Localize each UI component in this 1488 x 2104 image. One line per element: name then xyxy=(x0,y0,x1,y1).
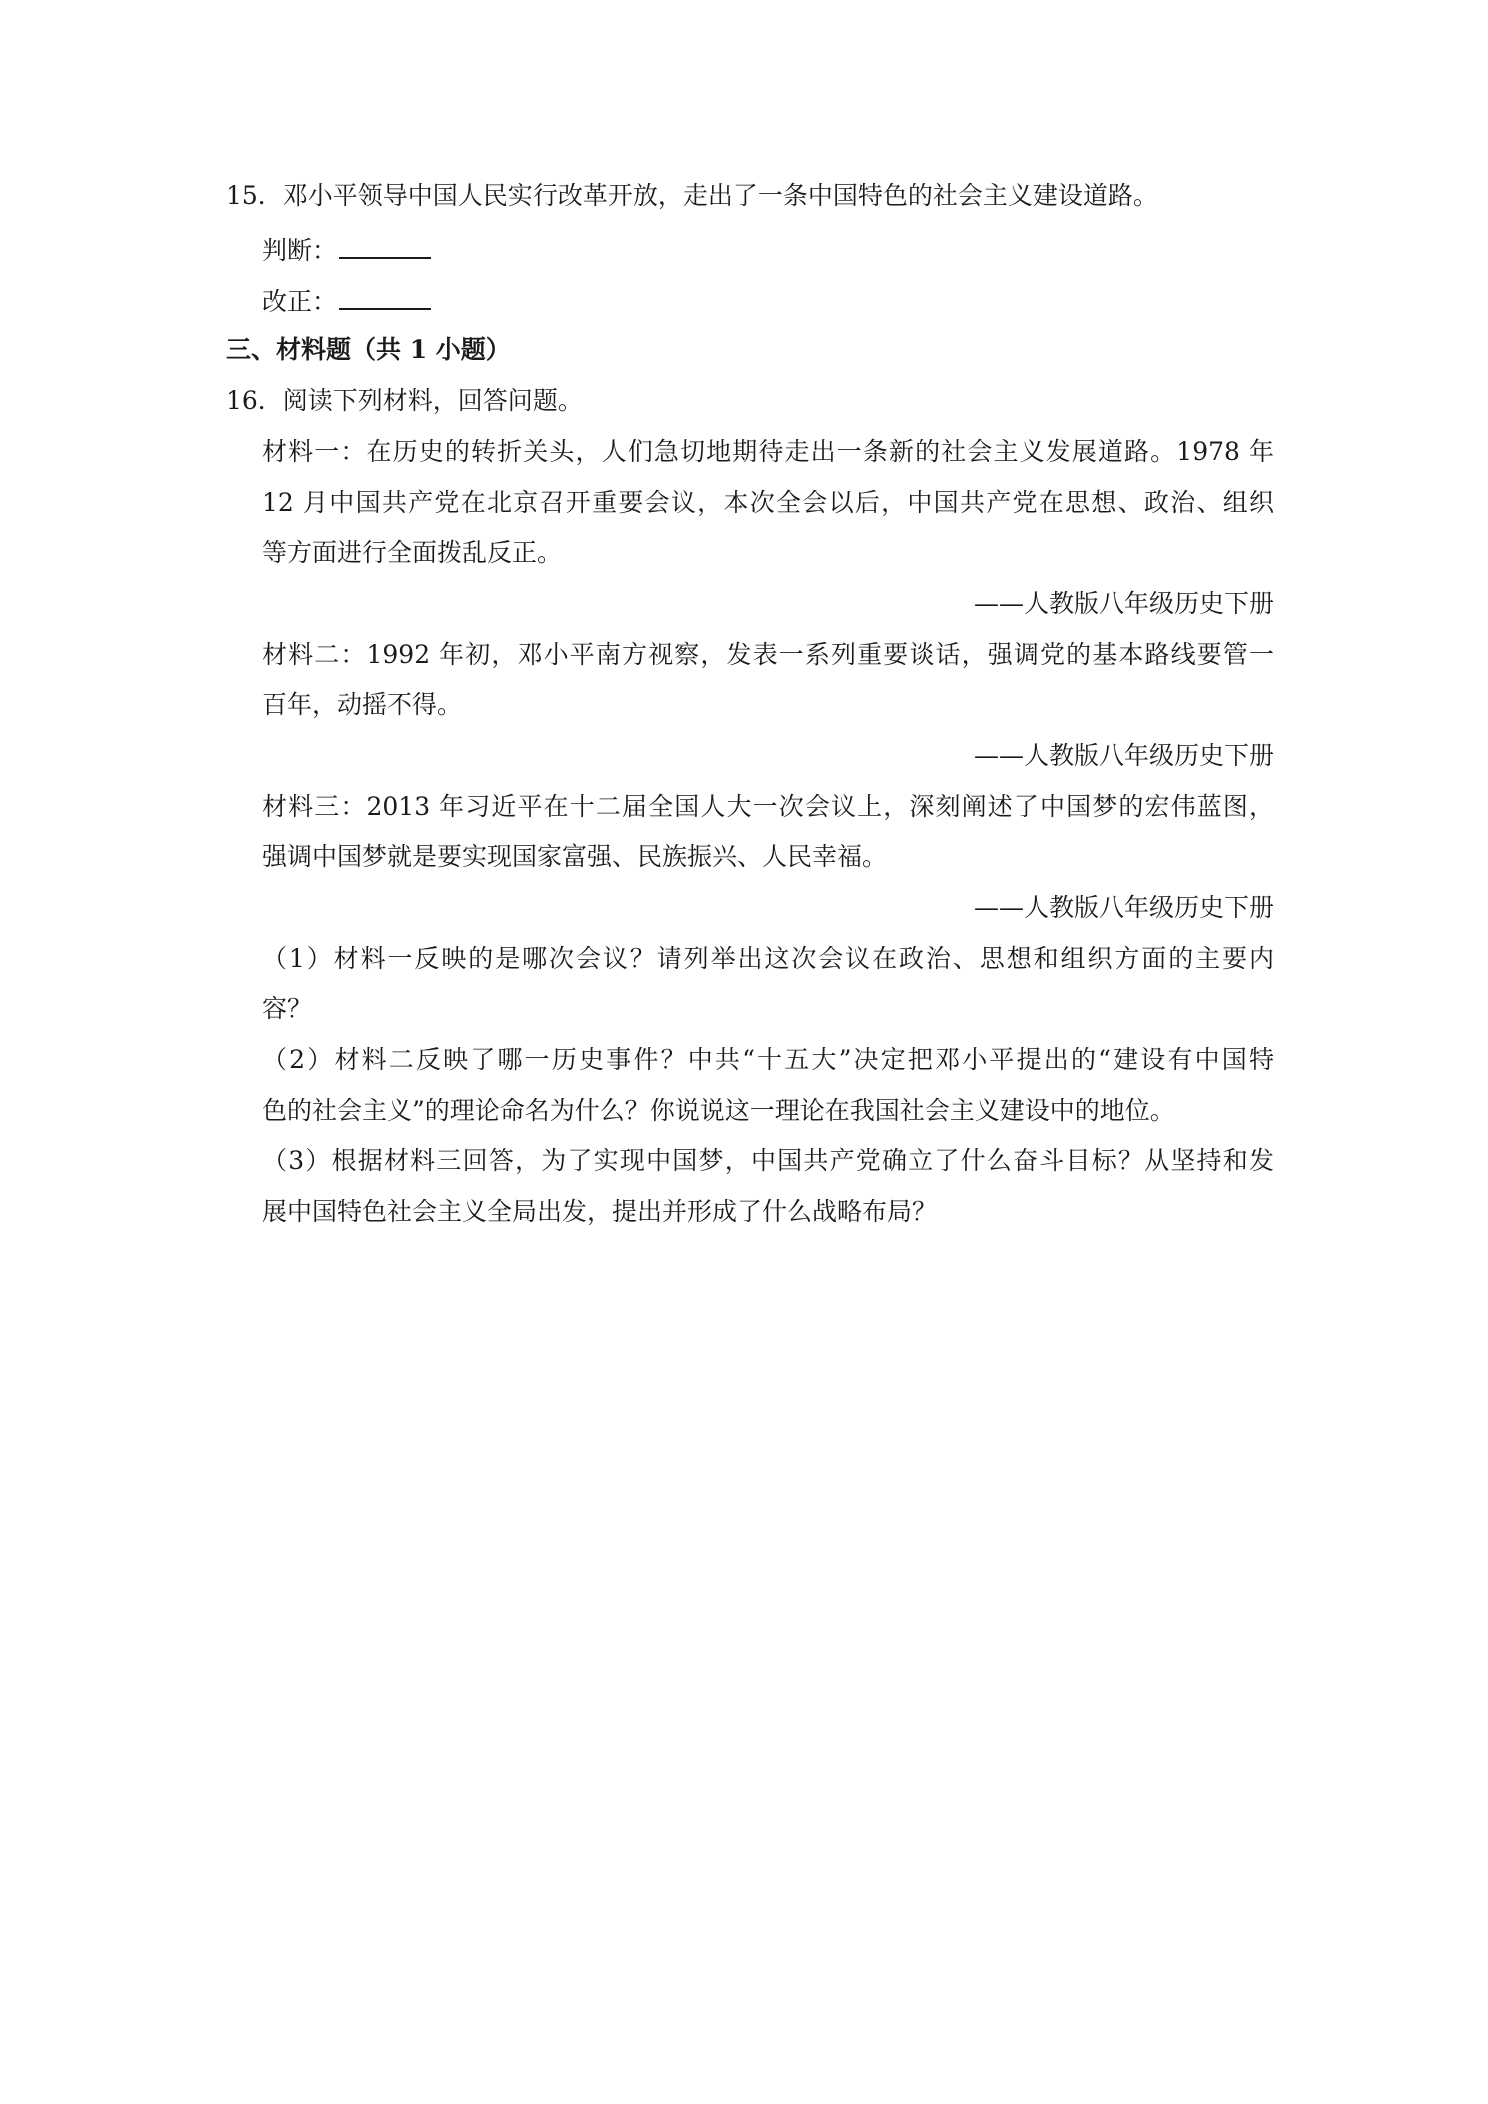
material-2-source: ——人教版八年级历史下册 xyxy=(973,741,1274,770)
judge-label: 判断： xyxy=(262,236,338,265)
question-16-stem: 16．阅读下列材料，回答问题。 xyxy=(226,386,583,415)
judge-row xyxy=(262,235,431,266)
section-heading: 三、材料题（共 1 小题） xyxy=(226,335,511,364)
material-3-line: 强调中国梦就是要实现国家富强、民族振兴、人民幸福。 xyxy=(262,842,888,871)
judge-answer-blank[interactable] xyxy=(339,235,431,259)
correct-row xyxy=(262,286,431,317)
material-3-source: ——人教版八年级历史下册 xyxy=(973,893,1274,922)
material-2-line: 材料二：1992 年初，邓小平南方视察，发表一系列重要谈话，强调党的基本路线要管一 xyxy=(262,640,1274,669)
sub-question-1-line: （1）材料一反映的是哪次会议？请列举出这次会议在政治、思想和组织方面的主要内 xyxy=(262,944,1274,973)
material-1-line: 等方面进行全面拨乱反正。 xyxy=(262,538,563,567)
sub-question-2-line: 色的社会主义”的理论命名为什么？你说说这一理论在我国社会主义建设中的地位。 xyxy=(262,1096,1175,1125)
sub-question-2-line: （2）材料二反映了哪一历史事件？中共“十五大”决定把邓小平提出的“建设有中国特 xyxy=(262,1045,1274,1074)
material-1-source: ——人教版八年级历史下册 xyxy=(973,589,1274,618)
sub-question-3-line: （3）根据材料三回答，为了实现中国梦，中国共产党确立了什么奋斗目标？从坚持和发 xyxy=(262,1146,1274,1175)
material-1-line: 12 月中国共产党在北京召开重要会议，本次全会以后，中国共产党在思想、政治、组织 xyxy=(262,488,1274,517)
sub-question-3-line: 展中国特色社会主义全局出发，提出并形成了什么战略布局？ xyxy=(262,1197,938,1226)
material-2-line: 百年，动摇不得。 xyxy=(262,690,463,719)
correct-answer-blank[interactable] xyxy=(339,286,431,310)
correct-label: 改正： xyxy=(262,287,338,316)
question-15-stem: 15．邓小平领导中国人民实行改革开放，走出了一条中国特色的社会主义建设道路。 xyxy=(226,181,1158,210)
material-3-line: 材料三：2013 年习近平在十二届全国人大一次会议上，深刻阐述了中国梦的宏伟蓝图， xyxy=(262,792,1274,821)
material-1-line: 材料一：在历史的转折关头，人们急切地期待走出一条新的社会主义发展道路。1978 年 xyxy=(262,437,1274,466)
sub-question-1-line: 容？ xyxy=(262,994,313,1023)
